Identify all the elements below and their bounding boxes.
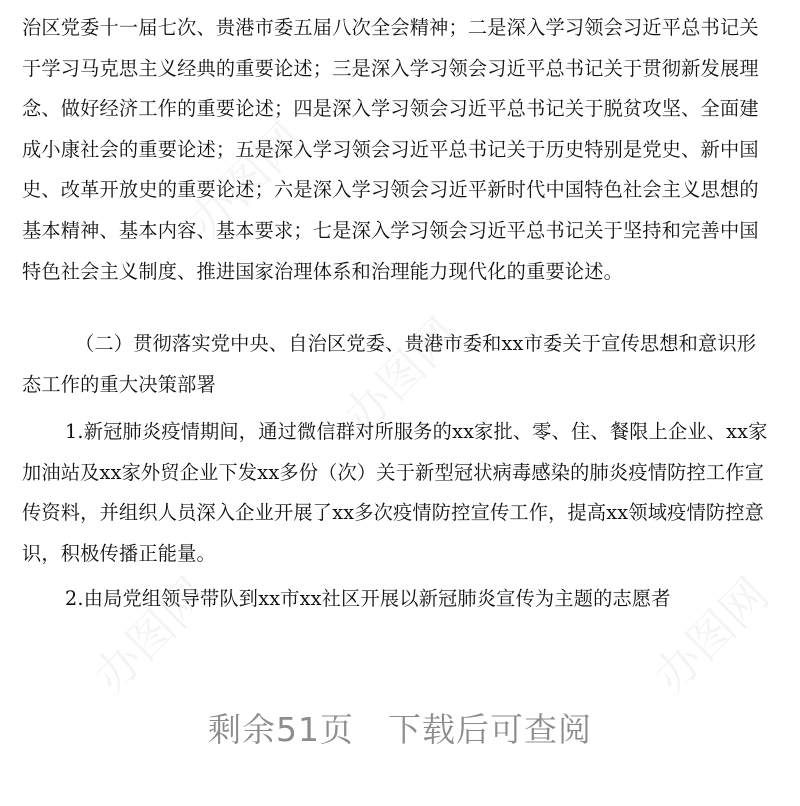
paragraph-item-2: 2.由局党组领导带队到xx市xx社区开展以新冠肺炎宣传为主题的志愿者 [65, 587, 671, 610]
remaining-pages-label: 剩余51页 [208, 710, 354, 749]
download-prompt-label[interactable]: 下载后可查阅 [388, 710, 592, 749]
watermark: 办图网 [83, 567, 220, 704]
download-banner[interactable] [0, 704, 800, 751]
paragraph-study-topics: 治区党委十一届七次、贵港市委五届八次全会精神；二是深入学习领会习近平总书记关于学习马克思主义经典的重要论述；三是深入学习领会习近平总书记关于贯彻新发展理念、做好经济工作的重要论述；四是深入学习领会习近平总书记关于脱贫攻坚、全面建成小康社会的重要论述；五是深入学习领会习近平总书记关于历史特别是党史、新中国史、改革开放史的重要论述；六是深入学习领会习近平新时代中国特色社会主义思想的基本精神、基本内容、基本要求；七是深入学习领会习近平总书记关于坚持和完善中国特色社会主义制度、推进国家治理体系和治理能力现代化的重要论述。 [22, 16, 759, 283]
watermark: 办图网 [178, 112, 315, 249]
watermark: 办图网 [643, 567, 780, 704]
section-heading: （二）贯彻落实党中央、自治区党委、贵港市委和xx市委关于宣传思想和意识形态工作的重大决策部署 [22, 332, 757, 396]
paragraph-item-1: 1.新冠肺炎疫情期间，通过微信群对所服务的xx家批、零、住、餐限上企业、xx家加油站及xx家外贸企业下发xx多份（次）关于新型冠状病毒感染的肺炎疫情防控工作宣传资料，并组织人员深入企业开展了xx多次疫情防控宣传工作，提高xx领域疫情防控意识，积极传播正能量。 [22, 420, 768, 565]
watermark: 办图网 [333, 307, 470, 444]
